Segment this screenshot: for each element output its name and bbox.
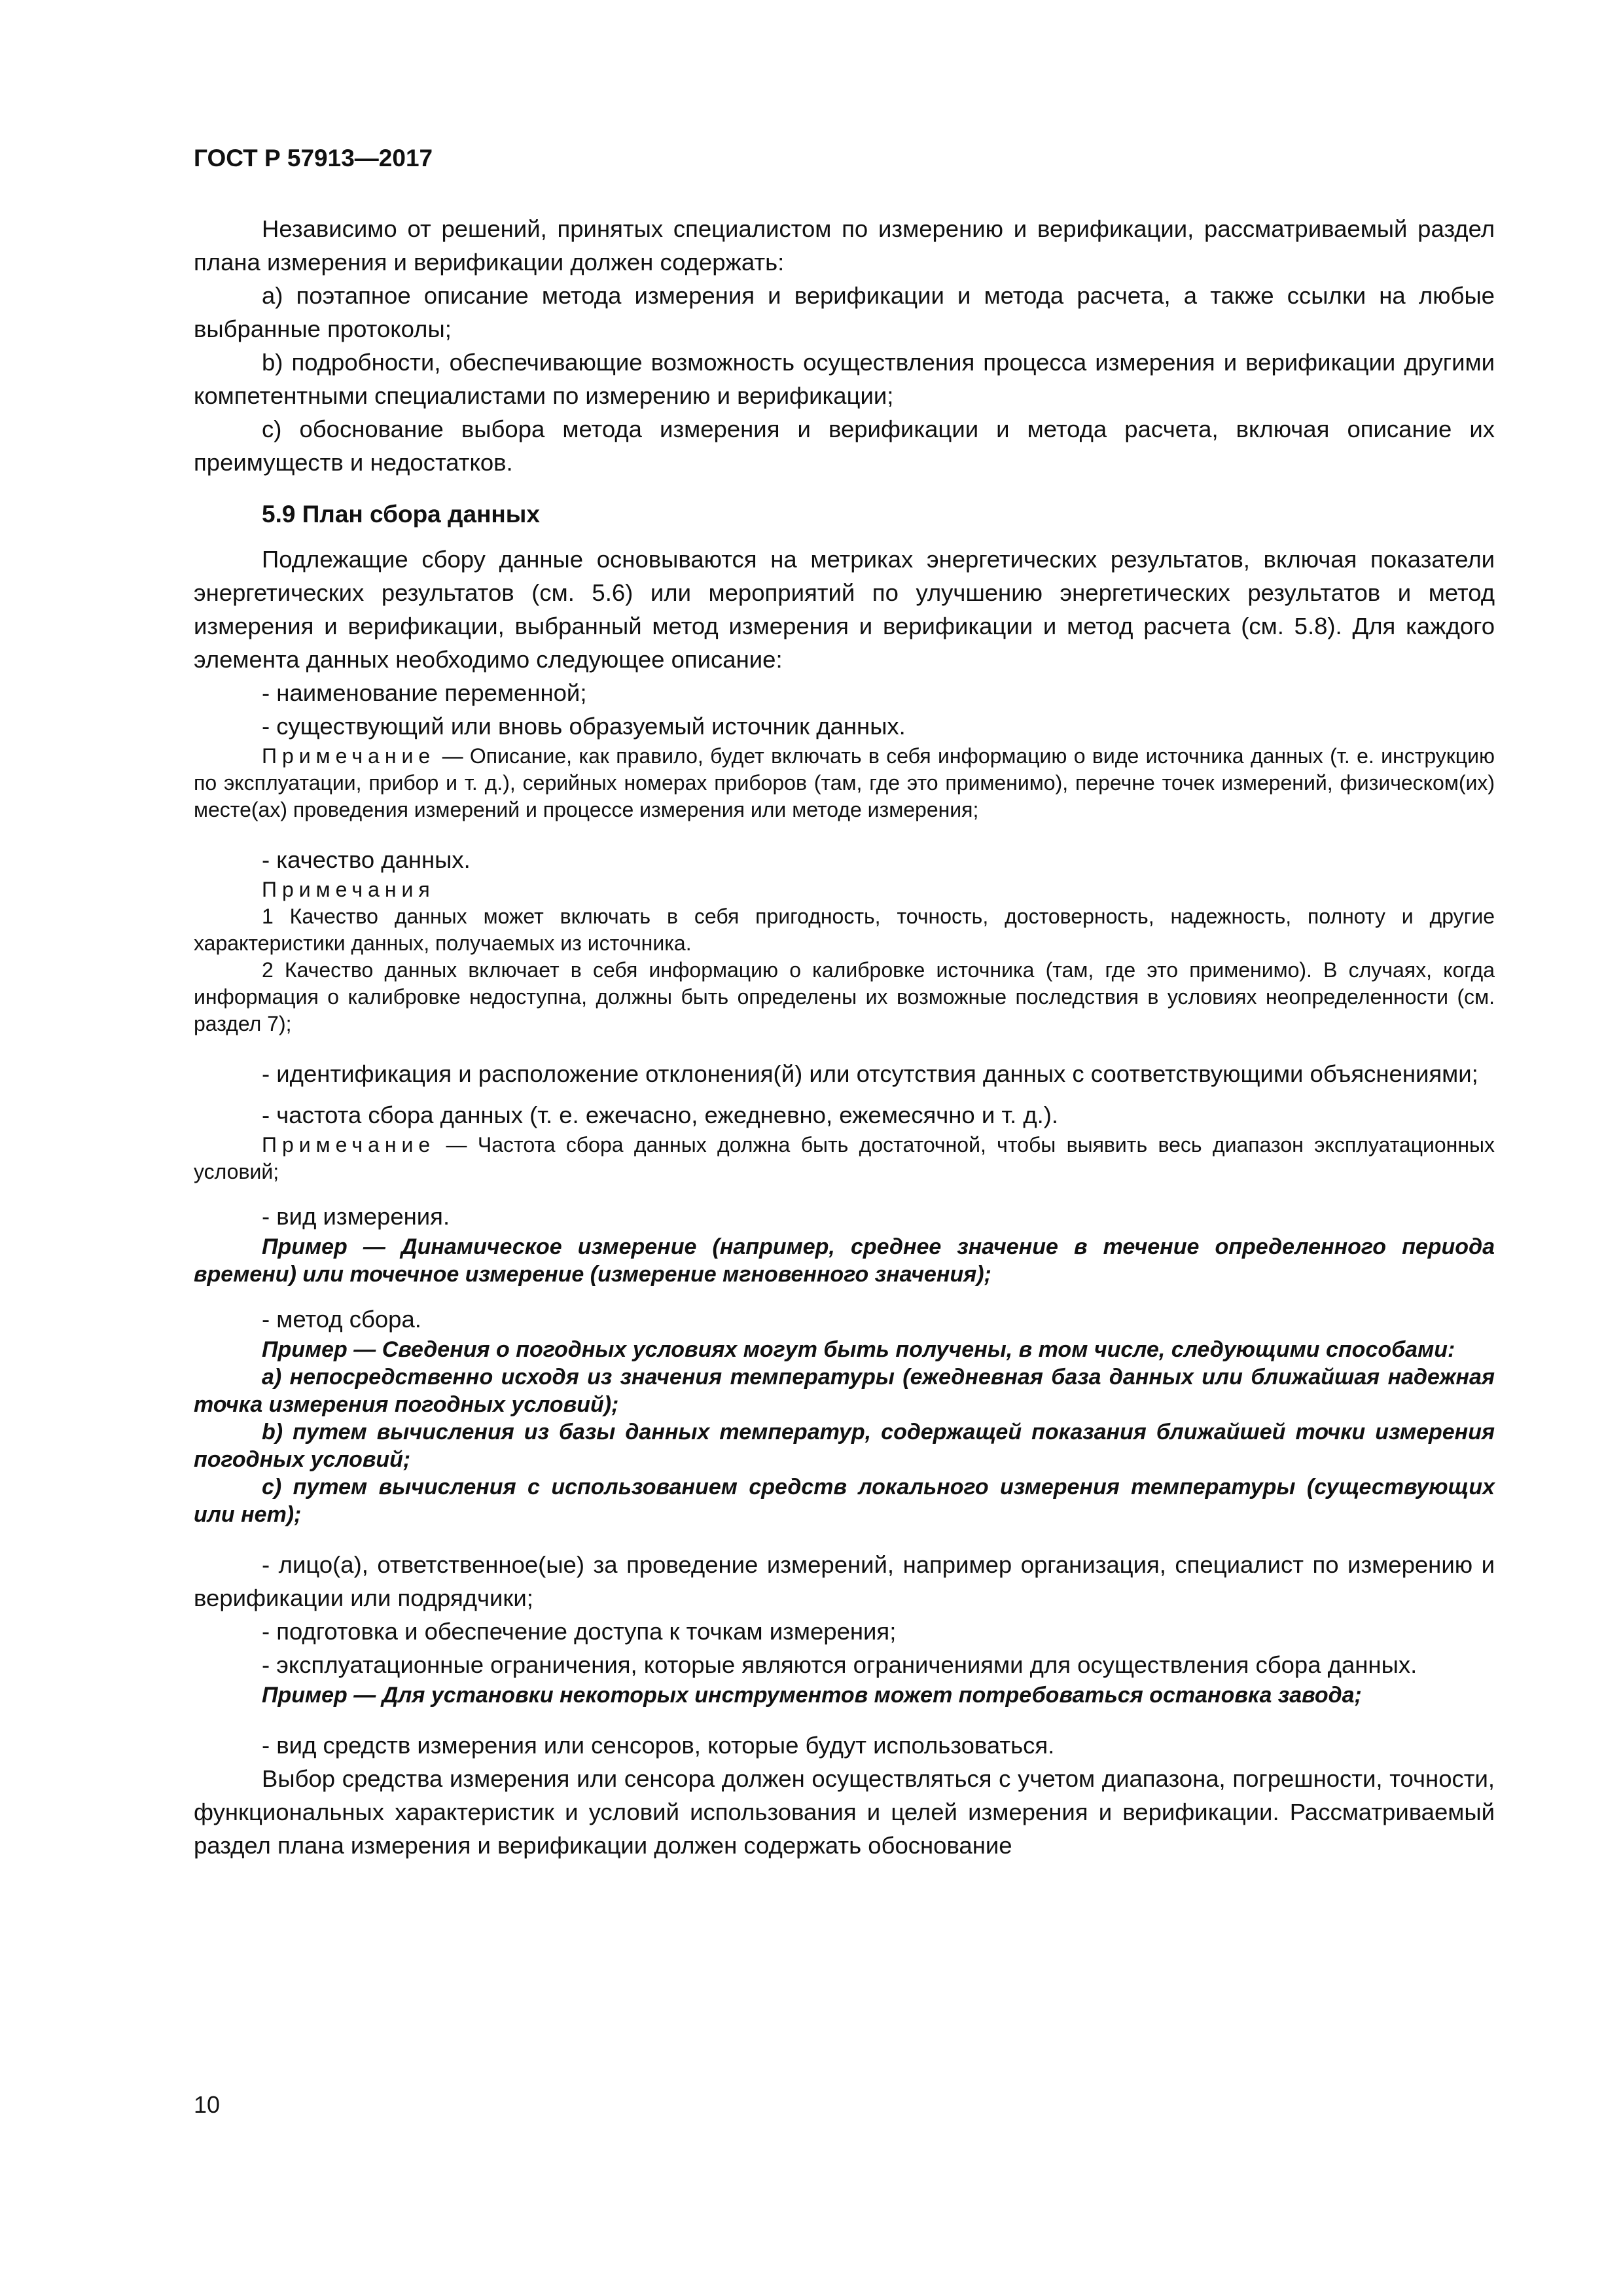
notes-label-text: Примечания [262,878,435,901]
note-quality-1: 1 Качество данных может включать в себя пригодность, точность, достоверность, надежность, полноту и другие характеристики данных, получаемых из источника. [194,905,1495,955]
note-frequency [194,1132,1495,1185]
list-item-data-source: - существующий или вновь образуемый источник данных. [262,713,906,740]
section-title: 5.9 План сбора данных [262,501,540,528]
list-item-instruments: - вид средств измерения или сенсоров, которые будут использоваться. [262,1732,1055,1759]
list-item-limitations: - эксплуатационные ограничения, которые являются ограничениями для осуществления сбора данных. [262,1651,1418,1678]
note-text: — Описание, как правило, будет включать в себя информацию о виде источника данных (т. е. инструкцию по эксплуатации, прибор и т. д.), серийных номерах приборов (там, где это применимо), перечне точек измерений, физическом(их) месте(ах) проведения измерений и процессе измерения или методе измерения; [194,744,1495,821]
list-item-frequency: - частота сбора данных (т. е. ежечасно, ежедневно, ежемесячно и т. д.). [262,1102,1059,1128]
note-label: Примечание [262,1133,436,1157]
list-item-access: - подготовка и обеспечение доступа к точкам измерения; [262,1618,897,1645]
intro-item-a: a) поэтапное описание метода измерения и верификации и метода расчета, а также ссылки на любые выбранные протоколы; [194,282,1495,342]
example-shutdown: Пример — Для установки некоторых инструментов может потребоваться остановка завода; [262,1683,1362,1708]
intro-item-c: c) обоснование выбора метода измерения и верификации и метода расчета, включая описание их преимуществ и недостатков. [194,416,1495,476]
example-weather-b: b) путем вычисления из базы данных температур, содержащей показания ближайшей точки измерения погодных условий; [194,1420,1495,1472]
final-paragraph: Выбор средства измерения или сенсора должен осуществляться с учетом диапазона, погрешности, точности, функциональных характеристик и условий использования и целей измерения и верификации. Рассматриваемый раздел плана измерения и верификации должен содержать обоснование [194,1765,1495,1859]
list-item-deviations: - идентификация и расположение отклонения(й) или отсутствия данных с соответствующими объяснениями; [262,1060,1478,1087]
intro-paragraph: Независимо от решений, принятых специалистом по измерению и верификации, рассматриваемый раздел плана измерения и верификации должен содержать: [194,215,1495,276]
example-measurement: Пример — Динамическое измерение (например, среднее значение в течение определенного периода времени) или точечное измерение (измерение мгновенного значения); [194,1234,1495,1287]
example-weather-c: c) путем вычисления с использованием средств локального измерения температуры (существующих или нет); [194,1475,1495,1527]
list-item-responsible-person: - лицо(а), ответственное(ые) за проведение измерений, например организация, специалист по измерению и верификации или подрядчики; [194,1551,1495,1611]
list-item-variable-name: - наименование переменной; [262,679,587,706]
list-item-data-quality: - качество данных. [262,846,471,873]
document-header: ГОСТ Р 57913—2017 [194,145,433,171]
example-weather: Пример — Сведения о погодных условиях могут быть получены, в том числе, следующими способами: [262,1337,1455,1362]
note-source-description [194,743,1495,823]
list-item-collection-method: - метод сбора. [262,1306,421,1333]
example-weather-a: a) непосредственно исходя из значения температуры (ежедневная база данных или ближайшая надежная точка измерения погодных условий); [194,1365,1495,1417]
list-item-measurement-type: - вид измерения. [262,1203,450,1230]
intro-item-b: b) подробности, обеспечивающие возможность осуществления процесса измерения и верификации другими компетентными специалистами по измерению и верификации; [194,349,1495,409]
document-page [194,143,1495,1862]
note-quality-2: 2 Качество данных включает в себя информацию о калибровке источника (там, где это применимо). В случаях, когда информация о калибровке недоступна, должны быть определены их возможные последствия в условиях неопределенности (см. раздел 7); [194,958,1495,1035]
note-text: — Частота сбора данных должна быть достаточной, чтобы выявить весь диапазон эксплуатационных условий; [194,1133,1495,1183]
note-label: Примечание [262,744,436,768]
notes-label [194,876,1495,903]
page-number: 10 [194,2091,221,2118]
section-paragraph: Подлежащие сбору данные основываются на метриках энергетических результатов, включая показатели энергетических результатов (см. 5.6) или мероприятий по улучшению энергетических результатов и метод измерения и верификации, выбранный метод измерения и верификации и метод расчета (см. 5.8). Для каждого элемента данных необходимо следующее описание: [194,546,1495,673]
